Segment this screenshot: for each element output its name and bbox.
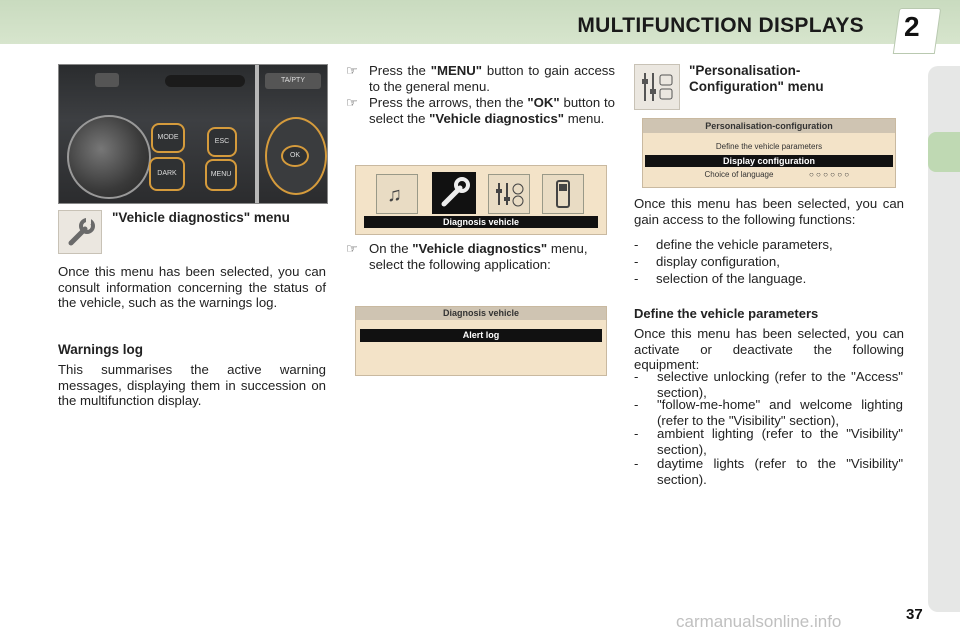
ta-button-photo: TA/PTY [265, 73, 321, 89]
vehicle-diagnostics-description: Once this menu has been selected, you can consult information concerning the status of the vehicle, such as the warnings log. [58, 264, 326, 310]
list-dash: - [634, 456, 639, 471]
language-flag-icons: ○ ○ ○ ○ ○ ○ [809, 170, 850, 179]
list-dash: - [634, 271, 639, 286]
warnings-log-heading: Warnings log [58, 342, 143, 357]
diagnostics-menu-icon-selected [432, 172, 476, 214]
personalisation-configuration-heading: "Personalisation-Configuration" menu [689, 63, 824, 94]
list-dash: - [634, 237, 639, 252]
personalisation-intro: Once this menu has been selected, you can gain access to the following functions: [634, 196, 904, 227]
menu-line-choice-language: Choice of language [704, 170, 774, 179]
step-press-menu: Press the "MENU" button to gain access to the general menu. [369, 63, 615, 94]
settings-menu-icon [488, 174, 530, 214]
eject-button-photo [95, 73, 119, 87]
dark-button-photo: DARK [149, 157, 185, 191]
menu-button-photo: MENU [205, 159, 237, 191]
step-press-arrows: Press the arrows, then the "OK" button to select the "Vehicle diagnostics" menu. [369, 95, 615, 126]
list-dash: - [634, 397, 639, 412]
page-number: 37 [906, 606, 923, 623]
display-configuration-bar: Display configuration [645, 155, 893, 167]
bullet-icon: ☞ [346, 63, 358, 78]
diagnosis-vehicle-screen [355, 306, 607, 376]
function-item: display configuration, [656, 254, 780, 269]
esc-button-photo: ESC [207, 127, 237, 157]
watermark: carmanualsonline.info [676, 612, 842, 631]
bullet-icon: ☞ [346, 95, 358, 110]
function-item: define the vehicle parameters, [656, 237, 833, 252]
list-dash: - [634, 426, 639, 441]
list-dash: - [634, 369, 639, 384]
parameter-item: ambient lighting (refer to the "Visibility" section), [657, 426, 903, 457]
parameters-intro: Once this menu has been selected, you can activate or deactivate the following equipment: [634, 326, 904, 372]
chapter-number: 2 [904, 11, 920, 42]
wrench-icon [58, 210, 102, 254]
display-slot-photo [165, 75, 245, 87]
general-menu-screen [355, 165, 607, 235]
define-parameters-heading: Define the vehicle parameters [634, 306, 819, 321]
cd-slot [255, 65, 259, 203]
control-panel-photo [58, 64, 328, 204]
bullet-icon: ☞ [346, 241, 358, 256]
phone-menu-icon [542, 174, 584, 214]
vehicle-diagnostics-heading: "Vehicle diagnostics" menu [112, 210, 290, 225]
page-title: MULTIFUNCTION DISPLAYS [577, 14, 864, 37]
parameter-item: "follow-me-home" and welcome lighting (refer to the "Visibility" section), [657, 397, 903, 428]
settings-sliders-icon [634, 64, 680, 110]
warnings-log-description: This summarises the active warning messages, displaying them in succession on the multifunction display. [58, 362, 326, 408]
diagnosis-vehicle-bar: Diagnosis vehicle [364, 216, 598, 228]
parameter-item: selective unlocking (refer to the "Access" section), [657, 369, 903, 400]
menu-line-define-parameters: Define the vehicle parameters [715, 142, 823, 151]
diagnosis-vehicle-title: Diagnosis vehicle [442, 308, 520, 318]
audio-menu-icon [376, 174, 418, 214]
volume-knob [67, 115, 151, 199]
personalisation-screen-title: Personalisation-configuration [705, 121, 833, 131]
personalisation-screen [642, 118, 896, 188]
parameter-item: daytime lights (refer to the "Visibility" section). [657, 456, 903, 487]
mode-button-photo: MODE [151, 123, 185, 153]
function-item: selection of the language. [656, 271, 807, 286]
side-rail-active-marker [928, 132, 960, 172]
ok-button-photo: OK [281, 145, 309, 167]
alert-log-bar: Alert log [360, 329, 602, 342]
step-select-application: On the "Vehicle diagnostics" menu, select the following application: [369, 241, 588, 272]
svg-text:♫: ♫ [387, 184, 402, 206]
list-dash: - [634, 254, 639, 269]
